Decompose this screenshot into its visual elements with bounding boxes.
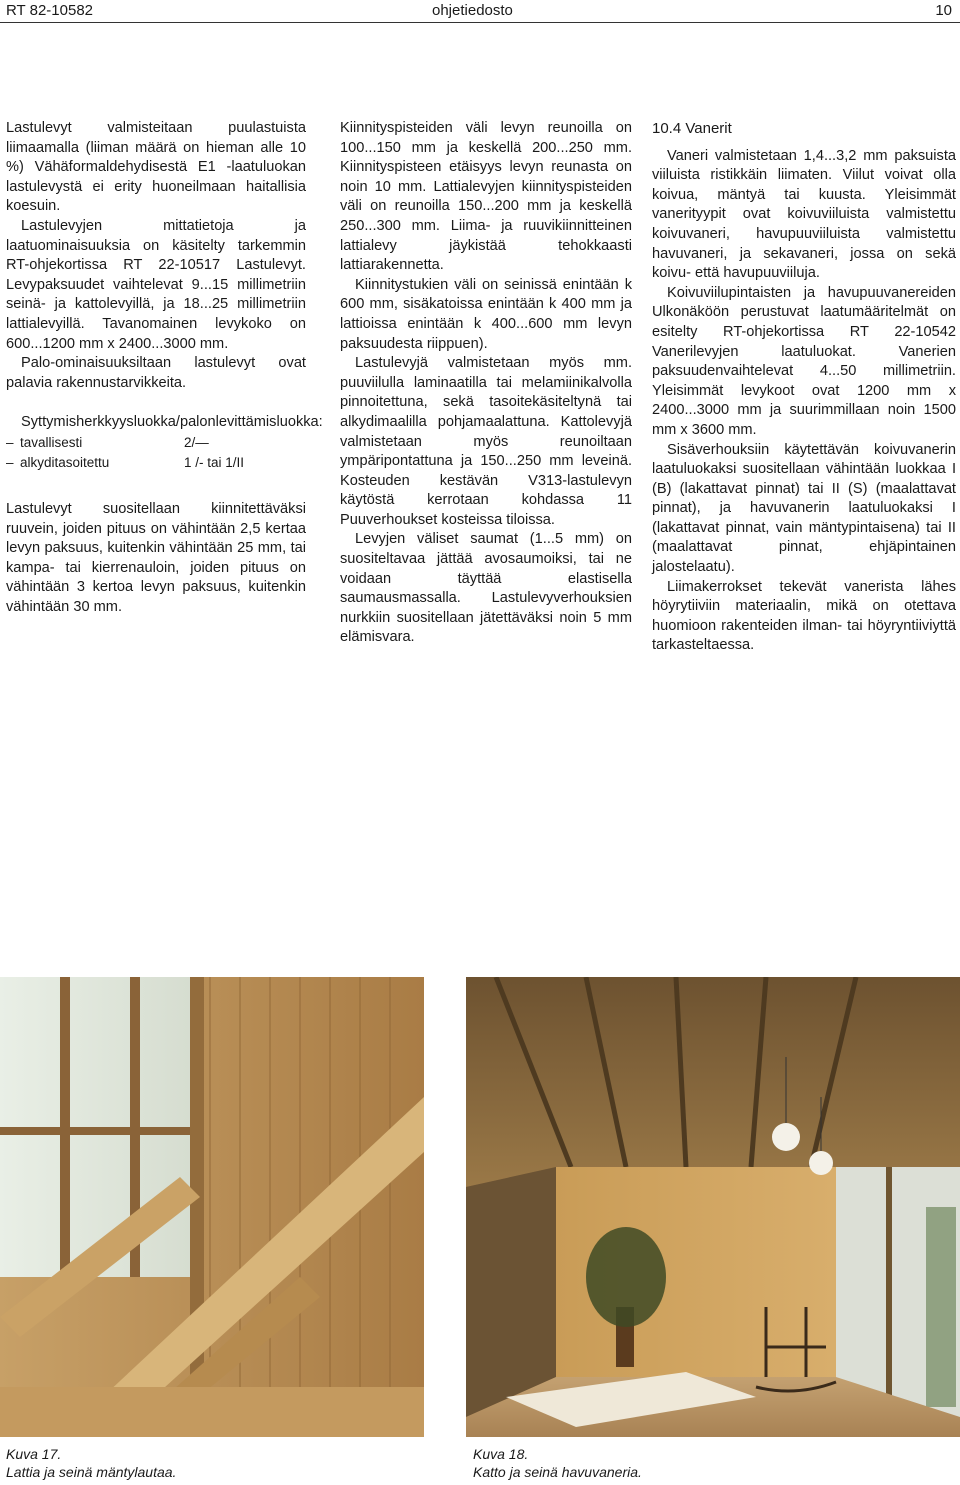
caption-text: Lattia ja seinä mäntylautaa. bbox=[6, 1464, 177, 1480]
paragraph: Lastulevyjä valmistetaan myös mm. puuviilulla laminaatilla tai melamiinikalvolla pinnoitettuna, sekä tasoitekäsiteltynä tai alkydimaalilla pohjamaalattuna. Kattolevyjä valmistetaan myös reunoiltaan ympäripontattuna ja 150...250 mm leveinä. Kosteuden kestävän V313-lastulevyn käytöstä kerrotaan kohdassa 11 Puuverhoukset kosteissa tiloissa. bbox=[340, 355, 632, 528]
doc-code: RT 82-10582 bbox=[6, 2, 94, 19]
paragraph: Lastulevyt suositellaan kiinnitettäväksi ruuvein, joiden pituus on vähintään 2,5 kertaa levyn paksuus, kuitenkin vähintään 25 mm, tai kampa- tai kierrenauloin, joiden pituus on vähintään 3 kertoa levyn paksuus, kuitenkin vähintään 30 mm. bbox=[6, 501, 306, 616]
paragraph: Kiinnityspisteiden väli levyn reunoilla on 100...150 mm ja keskellä 200...250 mm. Kiinnityspisteen etäisyys levyn reunasta on noin 10 mm. Lattialevyjen kiinnityspisteiden väli on reunoilla 150...200 mm ja keskellä 250...300 mm. Liima- ja ruuvikiinnitteinen lattialevy jäykistää tehokkaasti lattiarakennetta. bbox=[340, 120, 632, 274]
column-2 bbox=[340, 119, 632, 648]
caption-fig18 bbox=[473, 1445, 642, 1481]
paragraph: Kiinnitystukien väli on seinissä enintään k 600 mm, sisäkatoissa enintään k 400 mm ja lattioissa enintään k 400...600 mm levyn paksuudesta riippuen). bbox=[340, 276, 632, 352]
caption-text: Katto ja seinä havuvaneria. bbox=[473, 1464, 642, 1480]
doc-type: ohjetiedosto bbox=[432, 2, 513, 19]
photo-room bbox=[466, 977, 960, 1437]
class-row: – tavallisesti 2/— bbox=[6, 434, 209, 450]
paragraph: Vaneri valmistetaan 1,4...3,2 mm paksuista viiluista ristikkäin liimaten. Viilut voivat olla koivua, mäntyä tai kuusta. Yleisimmät vanerityypit ovat koivuviiluista valmistettu koivuvaneri, havupuuviiluista valmistettu havuvaneri, ja sekavaneri, jossa on sekä koivu- että havupuuviiluja. bbox=[652, 147, 956, 282]
section-heading: 10.4 Vanerit bbox=[652, 120, 732, 137]
paragraph: Palo-ominaisuuksiltaan lastulevyt ovat palavia rakennustarvikkeita. bbox=[6, 355, 306, 391]
paragraph: Levyjen väliset saumat (1...5 mm) on suositeltavaa jättää avosaumoiksi, tai ne voidaan täyttää elastisella saumausmassalla. Lastulevyverhouksien nurkkiin suositellaan jätettäväksi noin 5 mm elämisvara. bbox=[340, 531, 632, 646]
paragraph: Lastulevyt valmisteitaan puulastuista liimaamalla (liiman määrä on hieman alle 10 %) Vähäformaldehydisestä E1 -laatuluokan lastulevystä ei erity huoneilmaan haitallisia koesuin. bbox=[6, 120, 306, 215]
paragraph: Liimakerrokset tekevät vanerista lähes höyrytiiviin materiaalin, mikä on otettava huomioon rakenteiden ilman- tai höyryntiiviyttä tarkasteltaessa. bbox=[652, 578, 956, 654]
class-row: – alkyditasoitettu 1 /- tai 1/II bbox=[6, 454, 245, 470]
photo-staircase bbox=[0, 977, 424, 1437]
column-1 bbox=[6, 119, 323, 618]
header-rule bbox=[0, 22, 960, 23]
paragraph: Sisäverhouksiin käytettävän koivuvanerin laatuluokaksi suositellaan vähintään luokkaa I (B) (lakattavat pinnat) tai II (S) (maalattavat pinnat), ja havuvanerin laatuluokaksi I (lakattavat pinnat, vain mäntypintaisena) tai II (maalattavat pinnat, ehjäpintainen jalostelaatu). bbox=[652, 441, 956, 576]
paragraph: Syttymisherkkyysluokka/palonlevittämisluokka: bbox=[21, 414, 323, 431]
column-3 bbox=[652, 119, 956, 656]
page-number: 10 bbox=[935, 2, 952, 19]
page-header bbox=[0, 0, 960, 22]
paragraph: Lastulevyjen mittatietoja ja laatuominaisuuksia on käsitelty tarkemmin RT-ohjekortissa RT 22-10517 Lastulevyt. Levypaksuudet vaihtelevat 9...15 millimetriin seinä- ja kattolevyillä, ja 18...25 millimetriin lattialevyillä. Tavanomainen levykoko on 600...1200 mm x 2400...3000 mm. bbox=[6, 217, 306, 352]
caption-fig17 bbox=[6, 1445, 176, 1481]
caption-number: Kuva 17. bbox=[6, 1446, 62, 1462]
caption-number: Kuva 18. bbox=[473, 1446, 529, 1462]
paragraph: Koivuviilupintaisten ja havupuuvanereiden Ulkonäköön perustuvat laatumääritelmät on esitelty RT-ohjekortissa RT 22-10542 Vanerilevyjen laatuluokat. Vanerien paksuudenvaihtelevat 4...50 millimetriin. Yleisimmät levykoot ovat 1200 mm x 2400...3000 mm ja suurimmillaan noin 1500 mm x 3600 mm. bbox=[652, 284, 956, 438]
